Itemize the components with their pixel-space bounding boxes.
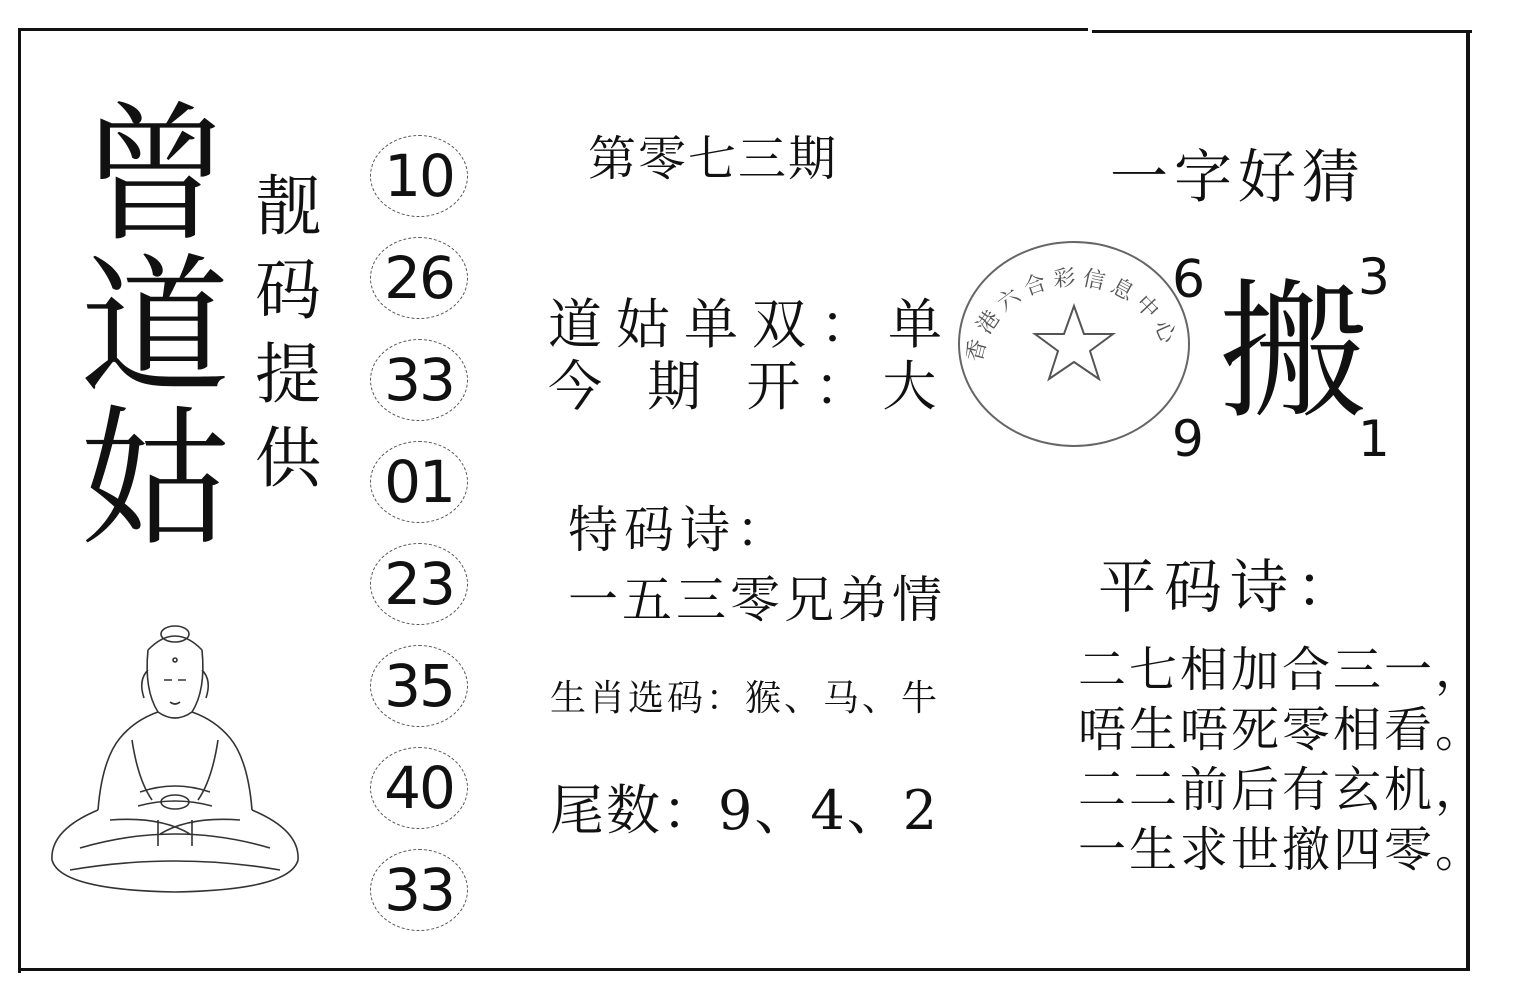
number-ball: 33	[370, 849, 468, 931]
seal-stamp	[955, 238, 1193, 450]
frame-bottom-border	[18, 968, 1468, 971]
subtitle-char-1: 靓	[255, 168, 321, 245]
period-title: 第零七三期	[588, 131, 839, 187]
frame-top-border	[18, 28, 1088, 31]
number-ball: 33	[370, 339, 468, 421]
riddle-character: 搬	[1218, 266, 1369, 440]
special-poem-text: 一五三零兄弟情	[568, 571, 946, 629]
tail-numbers-line: 尾数：9、4、2	[550, 779, 940, 842]
frame-left-border	[18, 28, 21, 973]
riddle-digit: 1	[1358, 410, 1390, 468]
guess-label: 一字好猜	[1110, 143, 1367, 211]
number-ball: 40	[370, 747, 468, 829]
number-ball: 35	[370, 645, 468, 727]
vertical-subtitle	[248, 165, 328, 501]
number-ball: 01	[370, 441, 468, 523]
stamp-text: 香港六合彩信息中心	[962, 265, 1183, 365]
title-char-3: 姑	[79, 393, 230, 567]
frame-top-border-right	[1092, 30, 1472, 33]
riddle-digit: 6	[1172, 250, 1206, 310]
poem-line: 二七相加合三一，	[1078, 642, 1487, 698]
buddha-illustration	[40, 620, 310, 900]
regular-poem	[1078, 640, 1486, 880]
number-ball: 10	[370, 135, 468, 217]
special-poem-label: 特码诗：	[568, 501, 792, 559]
star-icon	[1035, 306, 1113, 379]
svg-text:香港六合彩信息中心	[962, 266, 1182, 365]
title-char-2: 道	[79, 241, 230, 415]
riddle-digit: 3	[1358, 248, 1390, 306]
odd-even-line: 道姑单双：单	[548, 293, 956, 356]
poem-line: 唔生唔死零相看。	[1078, 702, 1487, 758]
title-char-1: 曾	[79, 89, 230, 263]
poem-line: 二二前后有玄机，	[1078, 762, 1487, 818]
regular-poem-label: 平码诗：	[1098, 553, 1363, 621]
open-line: 今 期 开：大	[548, 355, 951, 418]
vertical-title	[70, 89, 240, 567]
zodiac-line: 生肖选码：猴、马、牛	[550, 678, 941, 719]
subtitle-char-2: 码	[255, 252, 321, 329]
subtitle-char-3: 提	[255, 336, 321, 413]
number-ball: 26	[370, 237, 468, 319]
riddle-digit: 9	[1172, 410, 1204, 468]
poem-line: 一生求世撤四零。	[1078, 822, 1487, 878]
number-ball: 23	[370, 543, 468, 625]
subtitle-char-4: 供	[255, 420, 321, 497]
